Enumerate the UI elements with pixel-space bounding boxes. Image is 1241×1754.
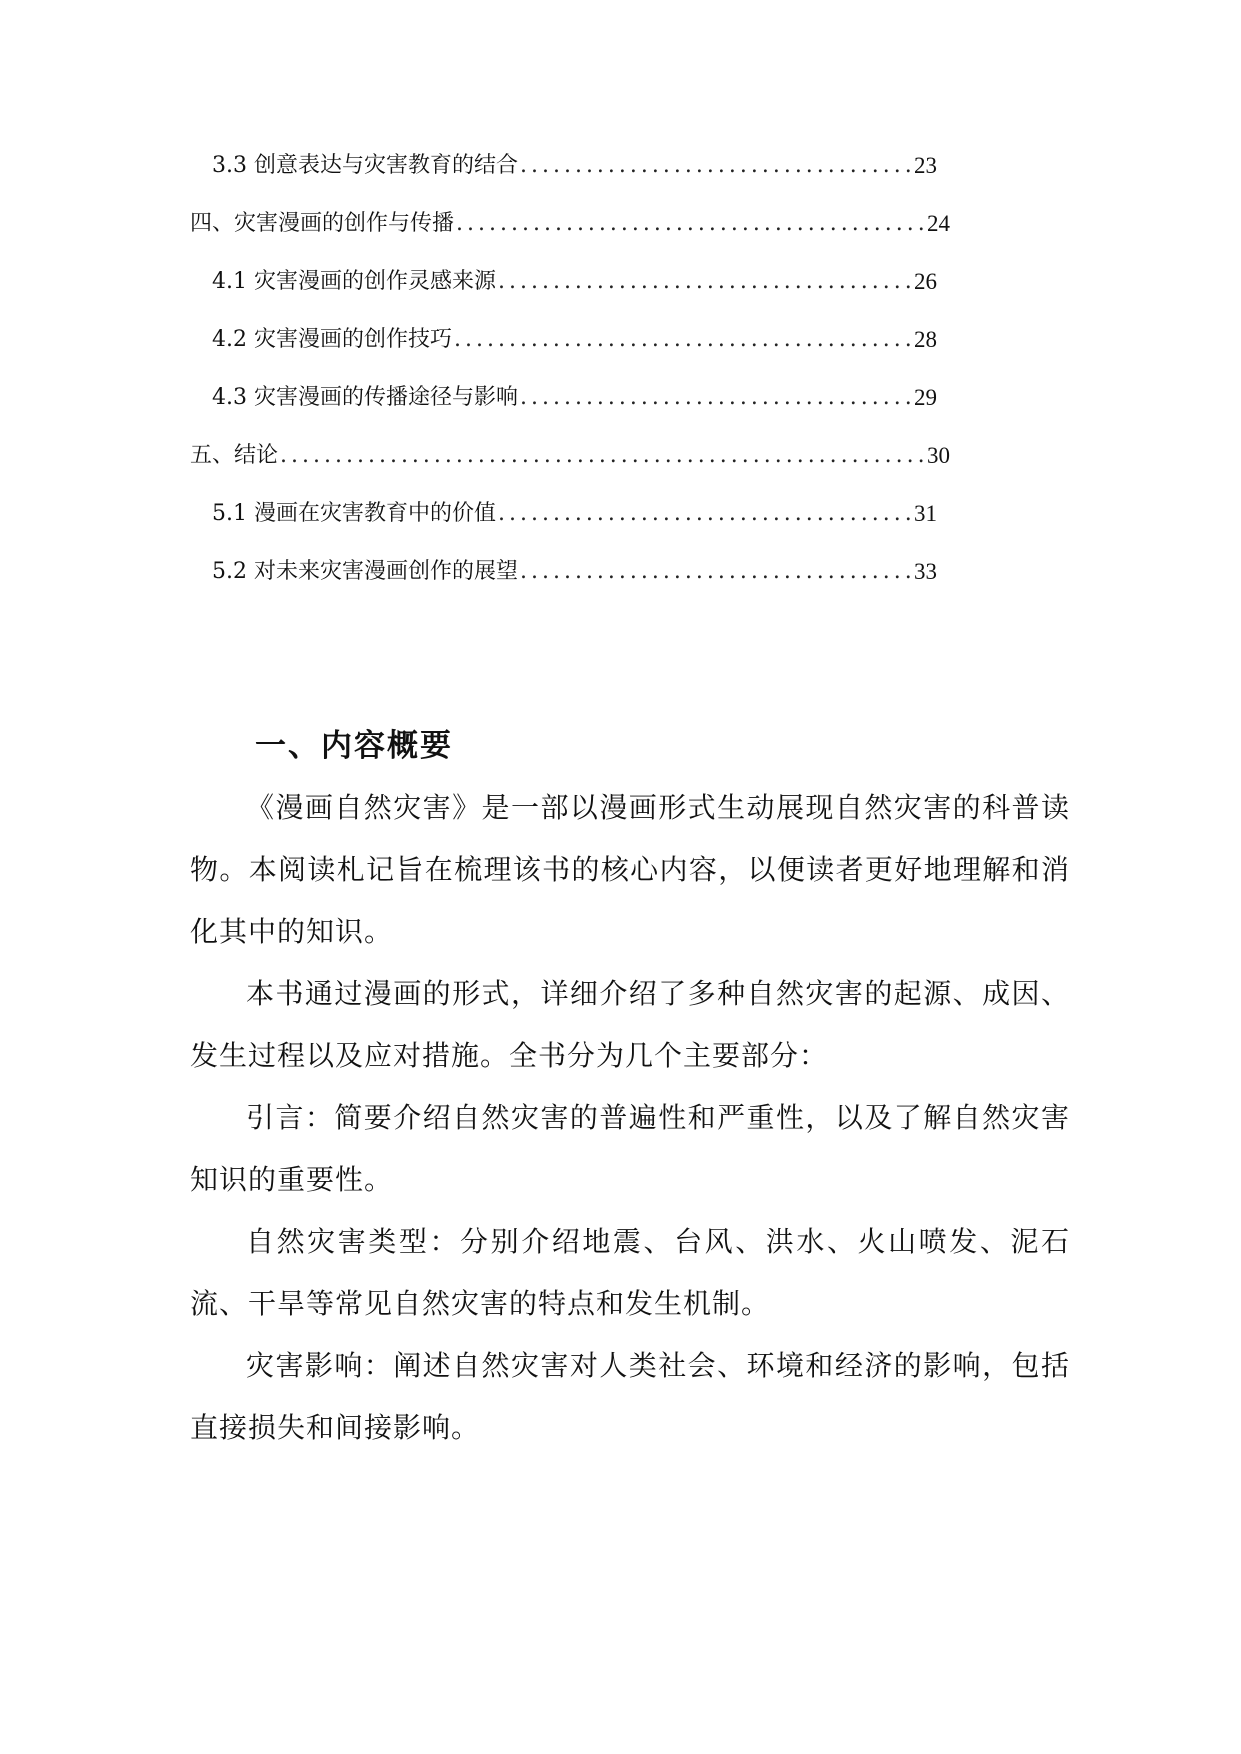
toc-page-number: 24 (927, 211, 950, 236)
toc-page-number: 28 (914, 327, 937, 352)
toc-page-number: 31 (914, 501, 937, 526)
toc-page-number: 30 (927, 443, 950, 468)
toc-entry[interactable] (212, 556, 937, 588)
toc-page-number: 23 (914, 153, 937, 178)
toc-dot-leader (454, 208, 927, 240)
toc-entry-title: 四、灾害漫画的创作与传播 (190, 211, 455, 236)
section-body (190, 777, 1070, 1459)
toc-dot-leader (518, 382, 914, 414)
toc-dot-leader (496, 266, 914, 298)
toc-entry[interactable] (212, 266, 937, 298)
section-heading: 一、内容概要 (255, 727, 453, 764)
toc-entry[interactable] (212, 324, 937, 356)
toc-entry[interactable] (190, 208, 950, 240)
toc-page-number: 33 (914, 559, 937, 584)
toc-dot-leader (518, 150, 914, 182)
toc-dot-leader (496, 498, 914, 530)
toc-dot-leader (278, 440, 927, 472)
toc-entry[interactable] (212, 498, 937, 530)
toc-page-number: 26 (914, 269, 937, 294)
body-paragraph: 引言：简要介绍自然灾害的普遍性和严重性，以及了解自然灾害知识的重要性。 (190, 1101, 1070, 1196)
body-paragraph: 《漫画自然灾害》是一部以漫画形式生动展现自然灾害的科普读物。本阅读札记旨在梳理该书的核心内容，以便读者更好地理解和消化其中的知识。 (190, 791, 1070, 948)
toc-entry-title: 4.1 灾害漫画的创作灵感来源 (212, 269, 496, 294)
body-paragraph: 本书通过漫画的形式，详细介绍了多种自然灾害的起源、成因、发生过程以及应对措施。全书分为几个主要部分： (190, 977, 1070, 1072)
toc-entry-title: 4.2 灾害漫画的创作技巧 (212, 327, 452, 352)
toc-entry-title: 3.3 创意表达与灾害教育的结合 (212, 153, 518, 178)
body-paragraph: 自然灾害类型：分别介绍地震、台风、洪水、火山喷发、泥石流、干旱等常见自然灾害的特点和发生机制。 (190, 1225, 1070, 1320)
toc-entry-title: 5.2 对未来灾害漫画创作的展望 (212, 559, 518, 584)
toc-dot-leader (452, 324, 914, 356)
toc-dot-leader (518, 556, 914, 588)
toc-entry[interactable] (212, 382, 937, 414)
toc-entry-title: 4.3 灾害漫画的传播途径与影响 (212, 385, 518, 410)
toc-entry[interactable] (212, 150, 937, 182)
toc-page-number: 29 (914, 385, 937, 410)
toc-entry[interactable] (190, 440, 950, 472)
table-of-contents (0, 0, 1241, 650)
toc-entry-title: 5.1 漫画在灾害教育中的价值 (212, 501, 496, 526)
body-paragraph: 灾害影响：阐述自然灾害对人类社会、环境和经济的影响，包括直接损失和间接影响。 (190, 1349, 1070, 1444)
toc-entry-title: 五、结论 (190, 443, 279, 468)
